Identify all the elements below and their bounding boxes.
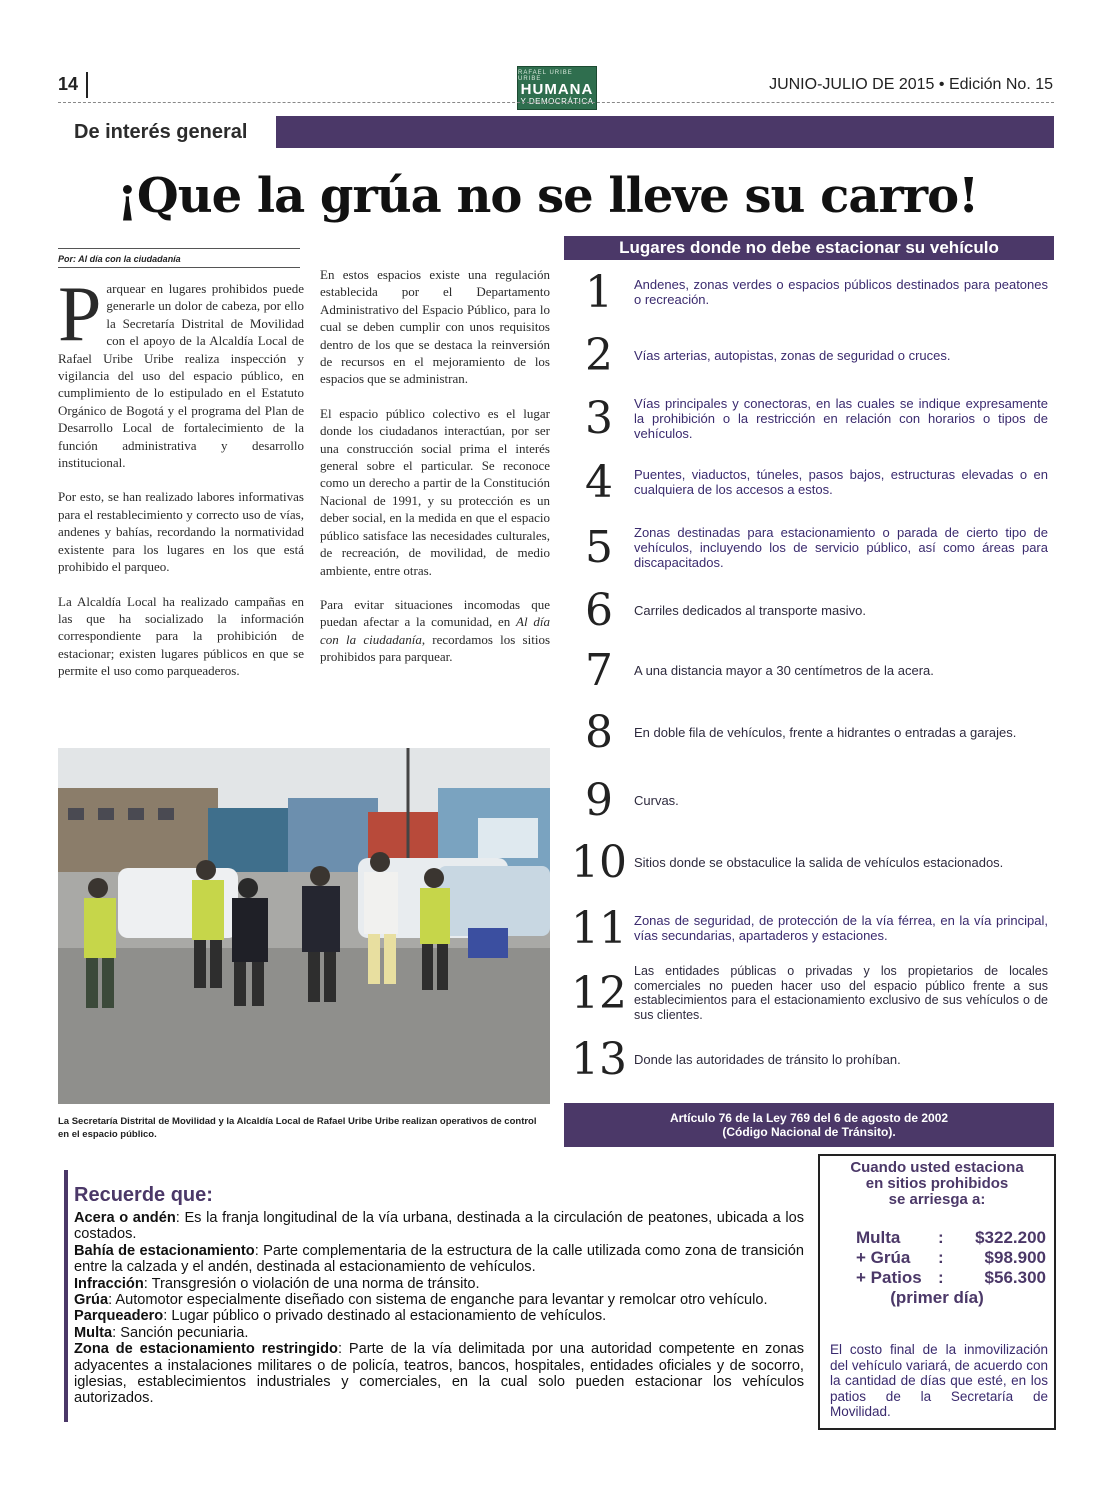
list-item bbox=[564, 266, 1054, 318]
glossary-term: Zona de estacionamiento restringido bbox=[74, 1341, 338, 1358]
fines-note: El costo final de la inmovilización del vehículo variará, de acuerdo con la cantidad de días que esté, en los patios de la Secretaría de Movilidad. bbox=[830, 1342, 1048, 1419]
glossary-entry bbox=[74, 1276, 804, 1292]
fines-heading bbox=[820, 1160, 1054, 1208]
glossary-definition: : Parte de la vía delimitada por una autoridad competente en zonas adyacentes a instalaciones militares o de policía, teatros, bancos, hospitales, entidades oficiales y de socorro, iglesias, establecimientos industriales y comerciales, en la cual solo pueden estacionar los vehículos autorizados. bbox=[74, 1341, 804, 1407]
glossary-definition: : Lugar público o privado destinado al estacionamiento de vehículos. bbox=[163, 1308, 607, 1325]
fine-value: $98.900 bbox=[984, 1248, 1046, 1267]
item-number: 4 bbox=[585, 456, 613, 508]
item-text: Las entidades públicas o privadas y los propietarios de locales comerciales no pueden hacer uso del espacio público frente a sus establecimientos para el estacionamiento exclusivo de sus vehículos o de sus clientes. bbox=[634, 964, 1048, 1022]
section-bar bbox=[58, 116, 1054, 148]
list-item bbox=[564, 1034, 1054, 1084]
issue-date: JUNIO-JULIO DE 2015 • Edición No. 15 bbox=[769, 76, 1053, 93]
list-item bbox=[564, 964, 1054, 1022]
list-footer bbox=[564, 1103, 1054, 1147]
glossary-entry bbox=[74, 1308, 804, 1324]
list-item bbox=[564, 518, 1054, 576]
law-code-name: (Código Nacional de Tránsito). bbox=[722, 1125, 896, 1139]
list-item bbox=[564, 392, 1054, 444]
list-item bbox=[564, 708, 1054, 756]
item-text: Zonas destinadas para estacionamiento o parada de cierto tipo de vehículos, incluyendo los de servicio público, así como áreas para discapacitados. bbox=[634, 524, 1048, 570]
fines-table bbox=[856, 1228, 1046, 1288]
item-text: Sitios donde se obstaculice la salida de vehículos estacionados. bbox=[634, 854, 1004, 870]
photo-illustration bbox=[58, 748, 550, 1104]
logo-top-text: RAFAEL URIBE URIBE bbox=[518, 70, 573, 82]
fines-heading-line: Cuando usted estaciona bbox=[850, 1159, 1024, 1176]
list-item bbox=[564, 456, 1054, 508]
list-item bbox=[564, 330, 1054, 380]
logo-main-text: HUMANA bbox=[520, 81, 594, 98]
item-number: 9 bbox=[585, 774, 613, 826]
article-column-1 bbox=[58, 270, 304, 697]
fine-value: $322.200 bbox=[975, 1228, 1046, 1247]
glossary bbox=[74, 1210, 804, 1407]
byline-rule-top bbox=[58, 248, 300, 249]
byline-rule-bottom bbox=[58, 267, 300, 268]
glossary-term: Multa bbox=[74, 1324, 113, 1341]
fine-row bbox=[856, 1268, 1046, 1288]
photo-caption: La Secretaría Distrital de Movilidad y la Alcaldía Local de Rafael Uribe Uribe realizan operativos de control en el espacio público. bbox=[58, 1116, 537, 1140]
article-column-2 bbox=[320, 266, 550, 683]
glossary-term: Acera o andén bbox=[74, 1210, 176, 1226]
item-text: Curvas. bbox=[634, 792, 679, 808]
law-reference: Artículo 76 de la Ley 769 del 6 de agosto de 2002 bbox=[669, 1111, 949, 1125]
list-item bbox=[564, 902, 1054, 954]
item-text: Vías arterias, autopistas, zonas de seguridad o cruces. bbox=[634, 347, 951, 363]
item-text: Andenes, zonas verdes o espacios públicos destinados para peatones o recreación. bbox=[634, 277, 1048, 307]
byline: Por: Al día con la ciudadanía bbox=[58, 254, 181, 264]
article-paragraph: En estos espacios existe una regulación establecida por el Departamento Administrativo del Espacio Público, para lo cual se deben cumplir con unos requisitos dentro de los que se destaca la reinversión de recursos en el mejoramiento de los espacios que se administran. bbox=[320, 267, 550, 387]
glossary-term: Grúa bbox=[74, 1292, 109, 1309]
item-text: En doble fila de vehículos, frente a hidrantes o entradas a garajes. bbox=[634, 724, 1017, 740]
fine-colon: : bbox=[938, 1268, 944, 1287]
article-paragraph: La Alcaldía Local ha realizado campañas en las que ha socializado la información correspondiente para la prohibición de estacionar; existen lugares públicos en que se permite el uso como parqueaderos. bbox=[58, 593, 304, 679]
item-number: 12 bbox=[571, 967, 627, 1019]
item-text: Donde las autoridades de tránsito lo prohíban. bbox=[634, 1051, 901, 1067]
fines-heading-line: en sitios prohibidos bbox=[865, 1175, 1009, 1192]
glossary-term: Bahía de estacionamiento bbox=[74, 1242, 255, 1259]
glossary-term: Infracción bbox=[74, 1275, 144, 1292]
article-paragraph: Por esto, se han realizado labores informativas para el restablecimiento y correcto uso de vías, andenes y bahías, recordando la normatividad existente para los lugares en los que está prohibido el parqueo. bbox=[58, 489, 304, 575]
article-paragraph bbox=[320, 596, 550, 666]
list-item bbox=[564, 586, 1054, 634]
page-number: 14 bbox=[58, 74, 79, 94]
section-label: De interés general bbox=[58, 116, 276, 148]
fine-row bbox=[856, 1228, 1046, 1248]
item-number: 6 bbox=[585, 584, 613, 636]
fines-first-day-note: (primer día) bbox=[890, 1288, 984, 1307]
article-paragraph: El espacio público colectivo es el lugar donde los ciudadanos interactúan, por ser una construcción social prima el interés general sobre el particular. Se reconoce como un derecho a partir de la Constitución Nacional de 1991, y su protección es un deber social, en la medida en que el espacio público satisface las necesidades culturales, de recreación, de movilidad, de medio ambiente, entre otras. bbox=[320, 405, 550, 578]
glossary-definition: : Es la franja longitudinal de la vía urbana, destinada a la circulación de peatones, ubicada a los costados. bbox=[74, 1210, 804, 1243]
fines-box bbox=[818, 1154, 1056, 1430]
item-number: 13 bbox=[571, 1033, 627, 1085]
glossary-definition: : Automotor especialmente diseñado con sistema de enganche para levantar y remolcar otro vehículo. bbox=[108, 1292, 768, 1309]
item-text: A una distancia mayor a 30 centímetros de la acera. bbox=[634, 662, 934, 678]
glossary-definition: : Parte complementaria de la estructura de la calle utilizada como zona de transición entre la calzada y el andén, destinada al estacionamiento de vehículos. bbox=[74, 1242, 804, 1276]
paragraph-text: arquear en lugares prohibidos puede generarle un dolor de cabeza, por ello la Secretaría Distrital de Movilidad con el apoyo de la Alcaldía Local de Rafael Uribe Uribe realiza inspección y vigilancia del uso del espacio público, en cumplimiento de lo estipulado en el Estatuto Orgánico de Bogotá y el programa del Plan de Desarrollo Local de fortalecimiento de la función administrativa y desarrollo institucional. bbox=[58, 281, 304, 471]
item-number: 3 bbox=[585, 392, 613, 444]
publication-name: Al día con la ciudadanía bbox=[320, 614, 550, 647]
fine-label: Multa bbox=[856, 1228, 901, 1247]
item-number: 8 bbox=[585, 706, 613, 758]
glossary-entry bbox=[74, 1341, 804, 1407]
glossary-definition: : Sanción pecuniaria. bbox=[112, 1324, 249, 1341]
item-number: 5 bbox=[585, 521, 613, 573]
glossary-term: Parqueadero bbox=[74, 1308, 164, 1325]
publication-logo bbox=[517, 66, 597, 110]
article-title: ¡Que la grúa no se lleve su carro! bbox=[116, 168, 979, 224]
list-header: Lugares donde no debe estacionar su vehículo bbox=[564, 236, 1054, 260]
article-photo bbox=[58, 748, 550, 1104]
item-text: Vías principales y conectoras, en las cuales se indique expresamente la prohibición o la restricción en relación con horarios o tipos de vehículos. bbox=[634, 395, 1048, 441]
list-item bbox=[564, 776, 1054, 824]
fine-label: + Patios bbox=[856, 1268, 922, 1287]
drop-cap: P bbox=[58, 270, 102, 357]
item-text: Puentes, viaductos, túneles, pasos bajos, estructuras elevadas o en cualquiera de los accesos a estos. bbox=[634, 467, 1048, 497]
fine-colon: : bbox=[938, 1228, 944, 1247]
item-number: 2 bbox=[585, 329, 613, 381]
fine-colon: : bbox=[938, 1248, 944, 1267]
glossary-entry bbox=[74, 1210, 804, 1243]
list-item bbox=[564, 838, 1054, 886]
fine-value: $56.300 bbox=[984, 1268, 1046, 1287]
item-text: Zonas de seguridad, de protección de la vía férrea, en la vía principal, vías secundarias, apartaderos y estaciones. bbox=[634, 913, 1048, 943]
header-divider bbox=[58, 102, 1054, 103]
article-paragraph bbox=[58, 270, 304, 471]
glossary-entry bbox=[74, 1325, 804, 1341]
logo-bottom-text: Y DEMOCRÁTICA bbox=[520, 97, 594, 106]
glossary-definition: : Transgresión o violación de una norma de tránsito. bbox=[143, 1275, 480, 1292]
glossary-title: Recuerde que: bbox=[74, 1184, 213, 1206]
paragraph-text: , recordamos los sitios prohibidos para parquear. bbox=[320, 631, 550, 665]
glossary-entry bbox=[74, 1243, 804, 1276]
fines-heading-line: se arriesga a: bbox=[888, 1191, 986, 1208]
glossary-entry bbox=[74, 1292, 804, 1308]
fine-row bbox=[856, 1248, 1046, 1268]
item-number: 7 bbox=[585, 644, 613, 696]
page-number-divider bbox=[86, 72, 88, 98]
fine-label: + Grúa bbox=[856, 1248, 911, 1267]
paragraph-text: Para evitar situaciones incomodas que puedan afectar a la comunidad, en bbox=[320, 596, 550, 630]
glossary-accent-bar bbox=[64, 1170, 68, 1422]
item-number: 10 bbox=[571, 836, 627, 888]
item-text: Carriles dedicados al transporte masivo. bbox=[634, 602, 866, 618]
item-number: 1 bbox=[585, 266, 613, 318]
list-item bbox=[564, 646, 1054, 694]
item-number: 11 bbox=[571, 902, 627, 954]
